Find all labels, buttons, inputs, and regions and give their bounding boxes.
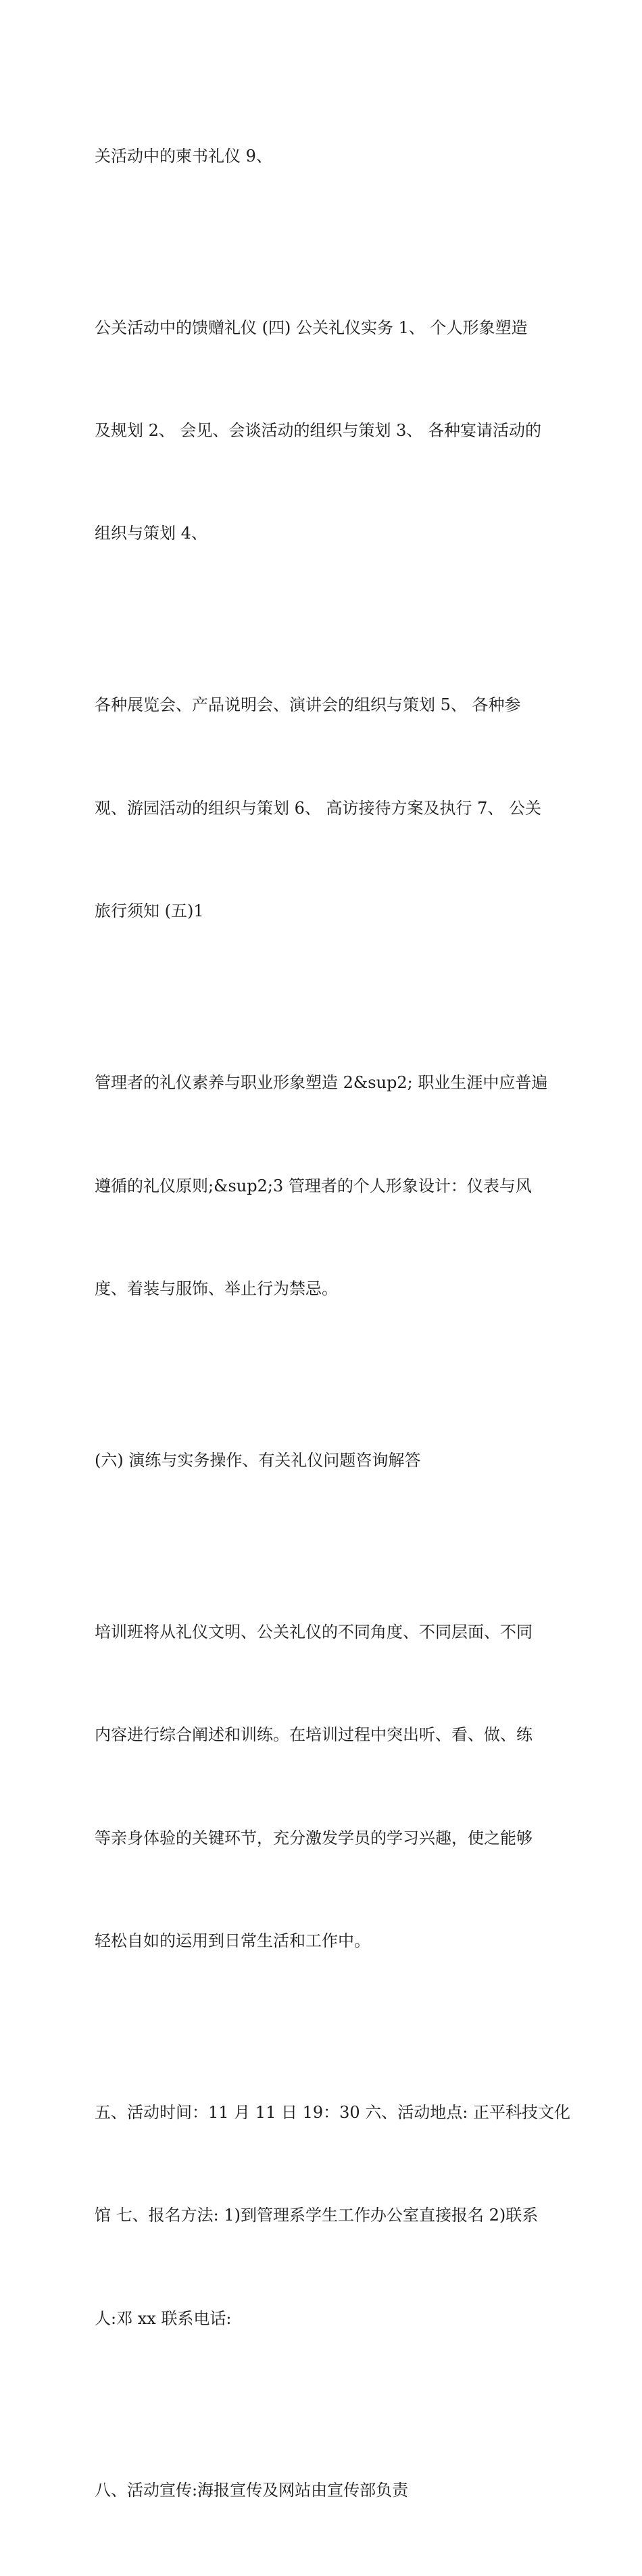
document-body: [95, 70, 571, 2576]
text-line: 观、游园活动的组织与策划 6、 高访接待方案及执行 7、 公关: [95, 798, 542, 818]
text-line: 度、着装与服饰、举止行为禁忌。: [95, 1279, 338, 1298]
text-line: 等亲身体验的关键环节，充分激发学员的学习兴趣，使之能够: [95, 1828, 533, 1848]
paragraph-2: [95, 242, 554, 620]
paragraph-6: [95, 1546, 554, 2027]
text-line: 旅行须知 (五)1: [95, 901, 204, 921]
paragraph-3: [95, 620, 554, 997]
paragraph-5: [95, 1374, 554, 1546]
paragraph-7: [95, 2027, 571, 2404]
text-line: 五、活动时间：11 月 11 日 19：30 六、活动地点: 正平科技文化: [95, 2103, 571, 2123]
text-line: 人:邓 xx 联系电话:: [95, 2308, 232, 2328]
text-line: 遵循的礼仪原则;&sup2;3 管理者的个人形象设计：仪表与风: [95, 1176, 532, 1195]
text-line: 馆 七、报名方法: 1)到管理系学生工作办公室直接报名 2)联系: [95, 2206, 539, 2225]
paragraph-8: [95, 2404, 554, 2576]
text-line: 八、活动宣传:海报宣传及网站由宣传部负责: [95, 2480, 409, 2500]
text-line: 管理者的礼仪素养与职业形象塑造 2&sup2; 职业生涯中应普遍: [95, 1073, 548, 1093]
text-line: 轻松自如的运用到日常生活和工作中。: [95, 1931, 370, 1951]
text-line: 各种展览会、产品说明会、演讲会的组织与策划 5、 各种参: [95, 695, 521, 715]
text-line: 及规划 2、 会见、会谈活动的组织与策划 3、 各种宴请活动的: [95, 420, 542, 440]
paragraph-4: [95, 997, 554, 1375]
text-line: 组织与策划 4、: [95, 524, 207, 543]
text-line: 内容进行综合阐述和训练。在培训过程中突出听、看、做、练: [95, 1725, 533, 1745]
text-line: 培训班将从礼仪文明、公关礼仪的不同角度、不同层面、不同: [95, 1622, 533, 1641]
text-line: (六) 演练与实务操作、有关礼仪问题咨询解答: [95, 1450, 421, 1470]
text-line: 关活动中的柬书礼仪 9、: [95, 146, 272, 166]
paragraph-1: [95, 70, 554, 242]
text-line: 公关活动中的馈赠礼仪 (四) 公关礼仪实务 1、 个人形象塑造: [95, 318, 528, 337]
